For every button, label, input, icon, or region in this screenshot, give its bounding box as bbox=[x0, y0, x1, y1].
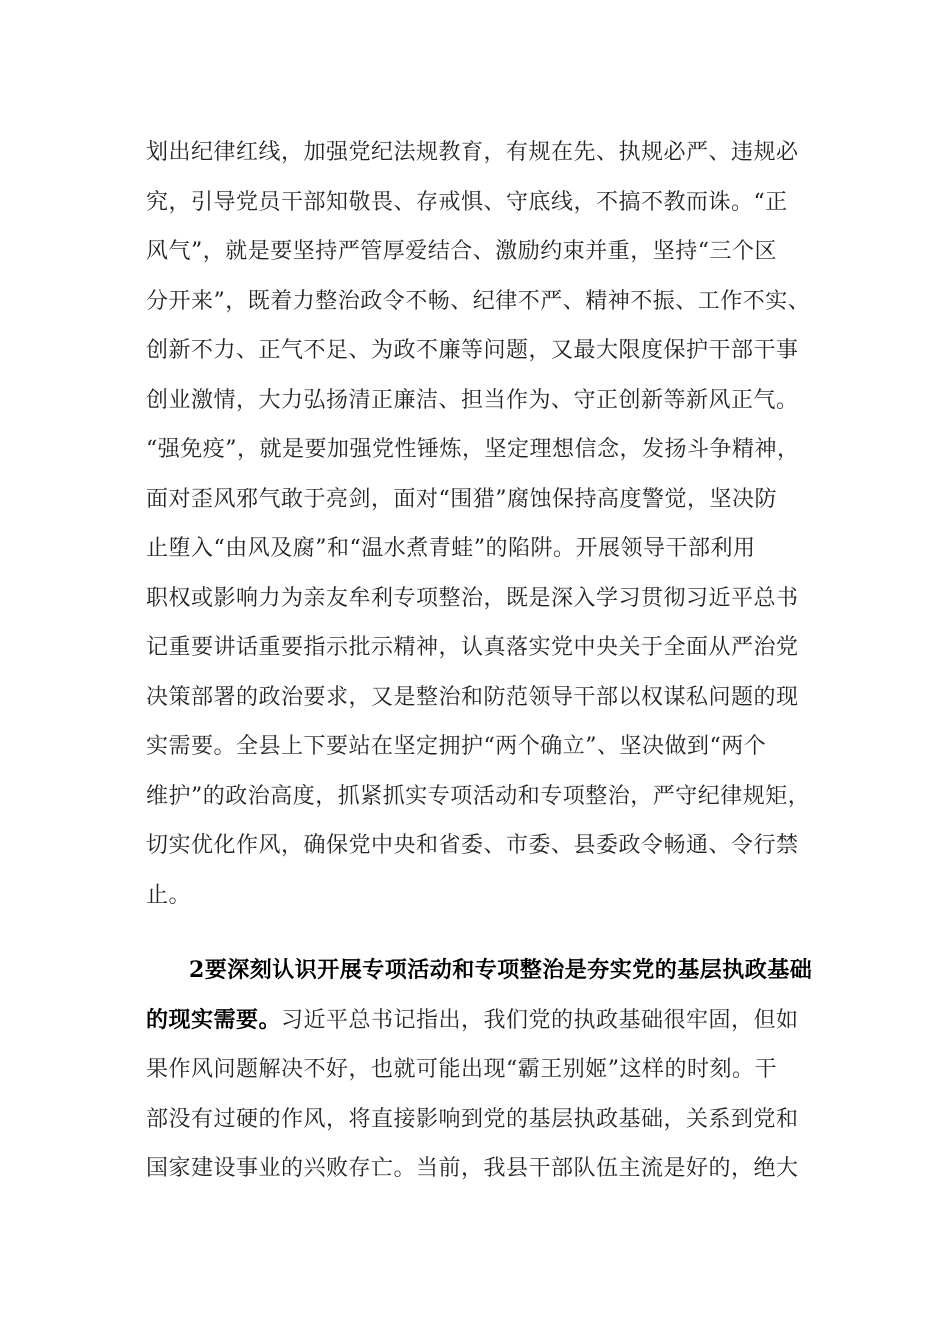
text-line: 部没有过硬的作风，将直接影响到党的基层执政基础，关系到党和 bbox=[146, 1106, 799, 1132]
text-line: 记重要讲话重要指示批示精神，认真落实党中央关于全面从严治党 bbox=[146, 635, 799, 660]
text-line: 究，引导党员干部知敬畏、存戒惧、守底线，不搞不教而诛。“正 bbox=[146, 189, 788, 215]
text-line: 划出纪律红线，加强党纪法规教育，有规在先、执规必严、违规必 bbox=[146, 140, 799, 165]
text-line: “强免疫”，就是要加强党性锤炼，坚定理想信念，发扬斗争精神， bbox=[146, 437, 800, 462]
text-line: 创新不力、正气不足、为政不廉等问题，又最大限度保护干部干事 bbox=[146, 338, 799, 363]
text-line: 国家建设事业的兴败存亡。当前，我县干部队伍主流是好的，绝大 bbox=[146, 1156, 799, 1181]
text-line: 风气”，就是要坚持严管厚爱结合、激励约束并重，坚持“三个区 bbox=[146, 239, 777, 264]
text-line: 止。 bbox=[146, 882, 192, 908]
section-heading: 2要深刻认识开展专项活动和专项整治是夯实党的基层执政基础 bbox=[189, 957, 813, 983]
text-line: 实需要。全县上下要站在坚定拥护“两个确立”、坚决做到“两个 bbox=[146, 734, 767, 759]
text-line bbox=[146, 996, 826, 1046]
text-line: 职权或影响力为亲友牟利专项整治，既是深入学习贯彻习近平总书 bbox=[146, 585, 799, 611]
text-line: 止堕入“由风及腐”和“温水煮青蛙”的陷阱。开展领导干部利用 bbox=[146, 536, 756, 561]
text-line: 维护”的政治高度，抓紧抓实专项活动和专项整治，严守纪律规矩， bbox=[146, 783, 811, 809]
text-line: 创业激情，大力弘扬清正廉洁、担当作为、守正创新等新风正气。 bbox=[146, 387, 799, 413]
text-line: 果作风问题解决不好，也就可能出现“霸王别姬”这样的时刻。干 bbox=[146, 1057, 777, 1082]
text-run: 习近平总书记指出，我们党的执政基础很牢固，但如 bbox=[281, 1007, 799, 1033]
text-line: 切实优化作风，确保党中央和省委、市委、县委政令畅通、令行禁 bbox=[146, 833, 799, 858]
section-heading-end: 的现实需要。 bbox=[146, 1006, 282, 1033]
text-line: 决策部署的政治要求，又是整治和防范领导干部以权谋私问题的现 bbox=[146, 684, 799, 710]
paragraph-discipline bbox=[146, 128, 826, 920]
paragraph-grassroots-foundation bbox=[146, 946, 826, 1194]
text-line: 面对歪风邪气敢于亮剑，面对“围猎”腐蚀保持高度警觉，坚决防 bbox=[146, 486, 777, 512]
text-line: 分开来”，既着力整治政令不畅、纪律不严、精神不振、工作不实、 bbox=[146, 288, 811, 314]
